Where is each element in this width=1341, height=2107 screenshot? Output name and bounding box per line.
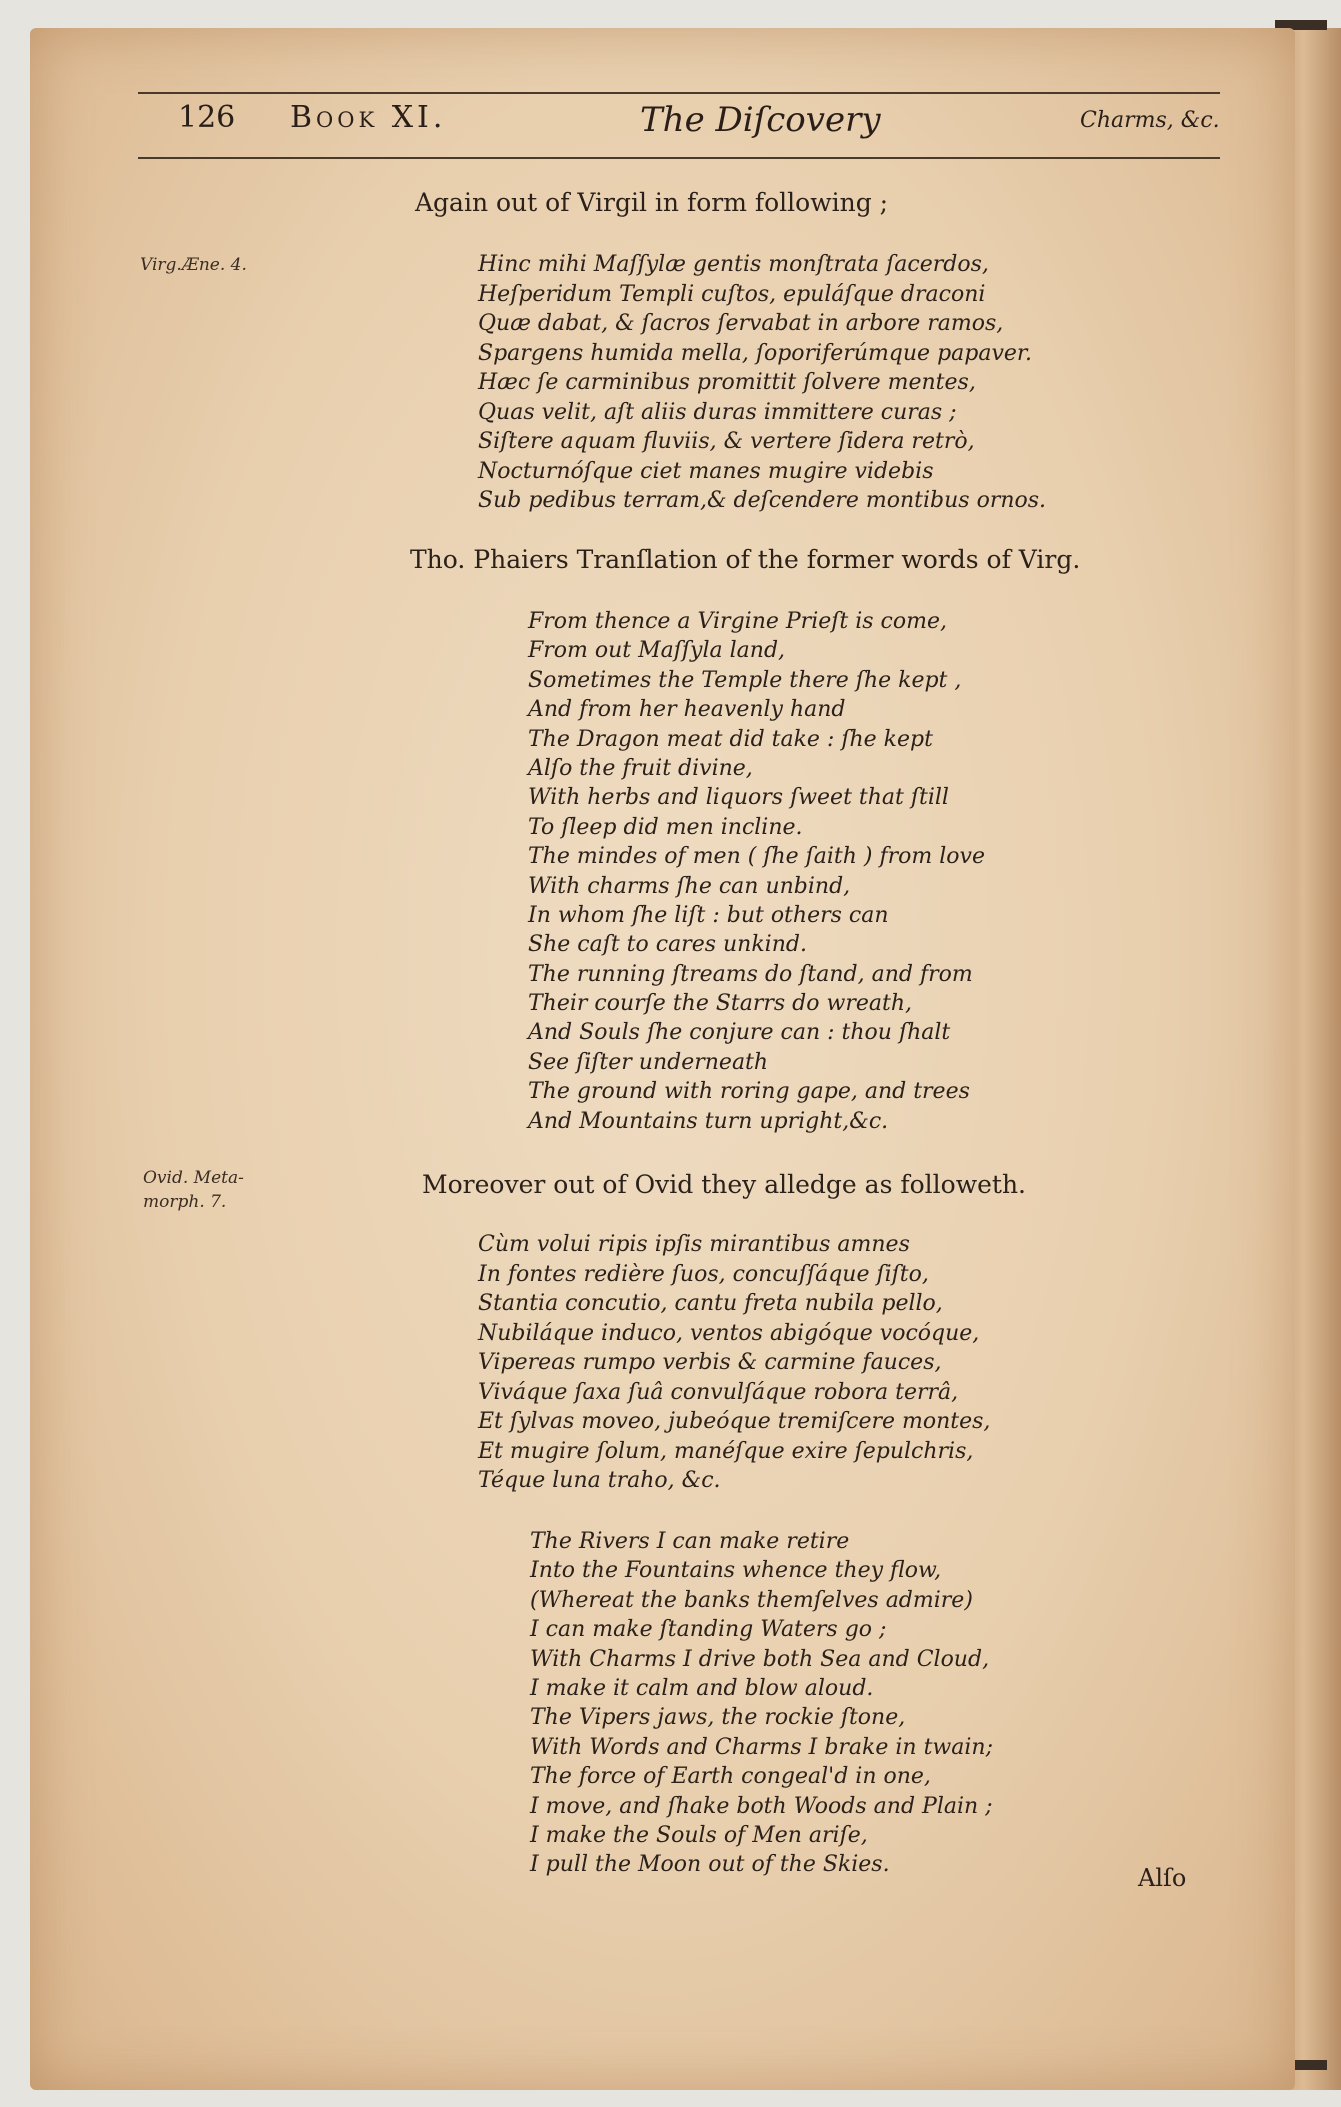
verse-line: The Rivers I can make retire (530, 1529, 850, 1554)
verse-line: With charms ſhe can unbind, (528, 873, 851, 899)
header-rule-top (138, 92, 1220, 94)
intro-virgil: Again out of Virgil in form following ; (415, 188, 889, 217)
verse-line: Quas velit, aſt aliis duras immittere curas ; (478, 399, 957, 425)
verse-line: The ground with roring gape, and trees (528, 1079, 970, 1105)
english-verse-phaier (528, 607, 985, 1136)
book-label: Book XI. (290, 100, 447, 135)
verse-line: Et mugire ſolum, manéſque exire ſepulchris, (478, 1438, 974, 1464)
verse-line: Stantia concutio, cantu freta nubila pello, (478, 1291, 943, 1316)
page-number: 126 (178, 100, 236, 135)
verse-line: I pull the Moon out of the Skies. (530, 1852, 890, 1878)
verse-line: And from her heavenly hand (528, 697, 846, 723)
verse-line: To ſleep did men incline. (528, 814, 803, 840)
margin-note-virgil: Virg.Æne. 4. (140, 255, 247, 275)
verse-line: The Dragon meat did take : ſhe kept (528, 726, 933, 752)
intro-phaier: Tho. Phaiers Tranſlation of the former words of Virg. (410, 545, 1081, 574)
verse-line: Spargens humida mella, ſoporiferúmque papaver. (478, 340, 1033, 366)
english-verse-ovid (530, 1527, 993, 1880)
verse-line: And Souls ſhe conjure can : thou ſhalt (528, 1020, 951, 1046)
catchword: Alſo (1138, 1864, 1187, 1892)
verse-line: I move, and ſhake both Woods and Plain ; (530, 1793, 993, 1819)
latin-verse-ovid (478, 1230, 990, 1496)
verse-line: With herbs and liquors ſweet that ſtill (528, 785, 949, 811)
verse-line: Heſperidum Templi cuſtos, epuláſque draconi (478, 281, 986, 307)
verse-line: (Whereat the banks themſelves admire) (530, 1587, 973, 1613)
verse-line: And Mountains turn upright,&c. (528, 1108, 889, 1134)
verse-line: Viváque ſaxa ſuâ convulſáque robora terrâ, (478, 1379, 959, 1405)
running-head: Charms, &c. (1080, 108, 1220, 133)
verse-line: In whom ſhe liſt : but others can (528, 902, 889, 928)
verse-line: Quæ dabat, & ſacros ſervabat in arbore ramos, (478, 311, 1004, 336)
latin-verse-virgil (478, 250, 1046, 516)
margin-note-line: morph. 7. (143, 1192, 227, 1212)
verse-line: Hæc ſe carminibus promittit ſolvere mentes, (478, 370, 976, 395)
verse-line: Sub pedibus terram,& deſcendere montibus ornos. (478, 488, 1047, 513)
verse-line: Nubiláque induco, ventos abigóque vocóque, (478, 1320, 980, 1346)
verse-line: From out Maſſyla land, (528, 638, 786, 664)
verse-line: Alſo the fruit divine, (528, 755, 753, 781)
verse-line: Et ſylvas moveo, jubeóque tremiſcere montes, (478, 1409, 991, 1434)
verse-line: I can make ſtanding Waters go ; (530, 1617, 887, 1643)
verse-line: Hinc mihi Maſſylæ gentis monſtrata ſacerdos, (478, 252, 989, 277)
verse-line: The force of Earth congeal'd in one, (530, 1764, 931, 1790)
intro-ovid: Moreover out of Ovid they alledge as followeth. (422, 1170, 1026, 1199)
margin-note-ovid (143, 1166, 244, 1214)
verse-line: Their courſe the Starrs do wreath, (528, 991, 912, 1017)
verse-line: Into the Fountains whence they flow, (530, 1558, 942, 1584)
header-rule-bottom (138, 157, 1220, 159)
verse-line: She caſt to cares unkind. (528, 932, 807, 958)
verse-line: The mindes of men ( ſhe ſaith ) from love (528, 844, 985, 870)
verse-line: With Charms I drive both Sea and Cloud, (530, 1646, 990, 1672)
verse-line: Téque luna traho, &c. (478, 1468, 721, 1493)
verse-line: Sometimes the Temple there ſhe kept , (528, 667, 962, 693)
verse-line: The Vipers jaws, the rockie ſtone, (530, 1705, 906, 1731)
verse-line: Nocturnóſque ciet manes mugire videbis (478, 458, 934, 484)
verse-line: From thence a Virgine Prieſt is come, (528, 609, 947, 634)
verse-line: Siſtere aquam fluviis, & vertere ſidera retrò, (478, 429, 975, 454)
margin-note-line: Ovid. Meta- (143, 1168, 244, 1188)
verse-line: The running ſtreams do ſtand, and from (528, 961, 973, 987)
verse-line: Vipereas rumpo verbis & carmine fauces, (478, 1350, 942, 1375)
page-title: The Diſcovery (640, 100, 881, 140)
verse-line: I make the Souls of Men ariſe, (530, 1822, 868, 1848)
verse-line: Cùm volui ripis ipſis mirantibus amnes (478, 1232, 910, 1257)
verse-line: In fontes redière ſuos, concuſſáque ſiſto, (478, 1261, 929, 1287)
verse-line: With Words and Charms I brake in twain; (530, 1734, 993, 1760)
verse-line: See ſiſter underneath (528, 1049, 769, 1075)
verse-line: I make it calm and blow aloud. (530, 1675, 874, 1701)
